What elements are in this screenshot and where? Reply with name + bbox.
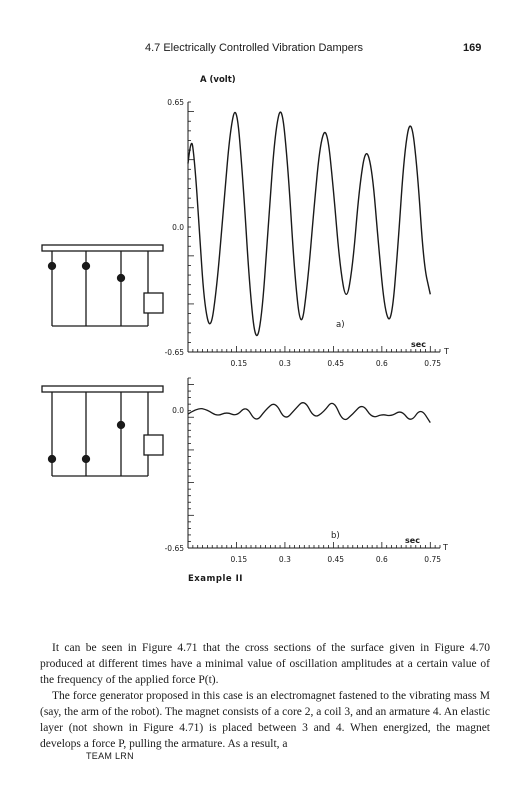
x-unit-label: sec — [411, 340, 426, 349]
running-head: 4.7 Electrically Controlled Vibration Dampers — [145, 42, 364, 54]
series-line — [188, 112, 430, 335]
y-tick-label: 0.0 — [172, 405, 184, 415]
x-unit-label: sec — [405, 536, 420, 545]
y-tick-label: 0.65 — [167, 98, 184, 107]
page-header — [0, 42, 529, 58]
x-minor-ticks — [188, 346, 440, 352]
schematic-top-block — [144, 293, 163, 313]
x-tick-label: 0.6 — [375, 555, 388, 564]
y-tick-label: -0.65 — [164, 544, 184, 553]
chart-panel-b — [165, 378, 448, 564]
x-tick-label: 0.15 — [230, 359, 248, 368]
y-tick-label: 0.0 — [172, 223, 184, 232]
figure — [0, 60, 529, 620]
y-minor-ticks — [188, 378, 194, 548]
schematic-bottom-beam — [42, 386, 163, 392]
y-tick-labels — [165, 98, 185, 357]
schematic-bottom — [42, 386, 163, 476]
x-tick-label: 0.15 — [230, 555, 248, 564]
x-tick-labels — [230, 359, 441, 368]
y-minor-ticks — [188, 102, 194, 352]
x-axis-symbol: T — [443, 543, 448, 552]
schematic-top-node — [49, 263, 56, 270]
panel-label: a) — [336, 320, 345, 330]
panel-label: b) — [331, 531, 340, 541]
x-axis-symbol: T — [444, 347, 449, 356]
x-tick-label: 0.6 — [375, 359, 388, 368]
schematic-top-node — [83, 263, 90, 270]
x-tick-label: 0.3 — [278, 555, 291, 564]
body-text — [40, 640, 490, 752]
paragraph: The force generator proposed in this case is an electromagnet fastened to the vibrating mass M (say, the arm of the robot). The magnet consists of a core 2, a coil 3, and an armature 4. An elastic layer (not shown in Figure 4.71) is placed between 3 and 4. When energized, the magnet develops a force P, pulling the armature. As a result, a — [40, 690, 490, 750]
x-tick-label: 0.3 — [278, 359, 291, 368]
y-axis-label: A (volt) — [200, 75, 236, 85]
chart-panel-a — [165, 75, 449, 368]
schematic-top-node — [118, 275, 125, 282]
page-number: 169 — [463, 42, 482, 54]
y-tick-label: -0.65 — [164, 348, 184, 357]
figure-caption: Example II — [188, 574, 243, 584]
schematic-bottom-block — [144, 435, 163, 455]
x-tick-label: 0.45 — [327, 555, 345, 564]
footer-text: TEAM LRN — [86, 751, 134, 761]
x-tick-label: 0.45 — [327, 359, 345, 368]
y-tick-labels — [165, 406, 185, 553]
series-line — [188, 403, 430, 423]
x-minor-ticks — [188, 542, 440, 548]
schematic-top-beam — [42, 245, 163, 251]
schematic-top — [42, 245, 163, 326]
paragraph: It can be seen in Figure 4.71 that the cross sections of the surface given in Figure 4.70 produced at different times have a minimal value of oscillation amplitudes at a certain value of the frequency of the applied force P(t). — [40, 642, 490, 686]
schematic-bottom-node — [49, 456, 56, 463]
schematic-bottom-node — [83, 456, 90, 463]
x-tick-labels — [230, 555, 441, 564]
schematic-bottom-node — [118, 422, 125, 429]
x-tick-label: 0.75 — [424, 359, 442, 368]
x-tick-label: 0.75 — [424, 555, 442, 564]
